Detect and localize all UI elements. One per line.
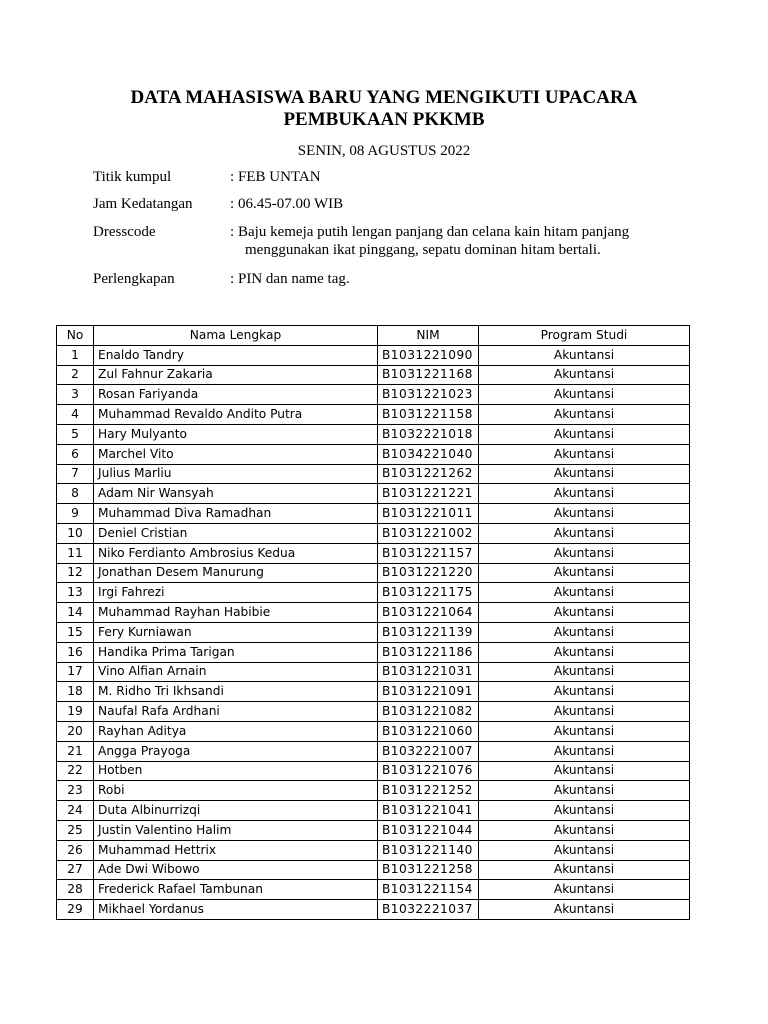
header-nim: NIM <box>378 326 479 346</box>
cell-nim: B1031221002 <box>378 523 479 543</box>
cell-nama-lengkap: Angga Prayoga <box>94 741 378 761</box>
cell-nama-lengkap: Enaldo Tandry <box>94 345 378 365</box>
cell-no: 15 <box>57 622 94 642</box>
table-row <box>57 801 690 821</box>
cell-nama-lengkap: Frederick Rafael Tambunan <box>94 880 378 900</box>
cell-program-studi: Akuntansi <box>479 642 690 662</box>
document-date: SENIN, 08 AGUSTUS 2022 <box>297 143 471 159</box>
cell-program-studi: Akuntansi <box>479 603 690 623</box>
cell-nim: B1031221060 <box>378 721 479 741</box>
cell-nim: B1031221252 <box>378 781 479 801</box>
cell-program-studi: Akuntansi <box>479 365 690 385</box>
cell-program-studi: Akuntansi <box>479 464 690 484</box>
table-header-row <box>57 326 690 346</box>
cell-nama-lengkap: Justin Valentino Halim <box>94 820 378 840</box>
table-row <box>57 682 690 702</box>
cell-no: 29 <box>57 900 94 920</box>
student-table <box>56 325 690 920</box>
cell-program-studi: Akuntansi <box>479 563 690 583</box>
table-row <box>57 880 690 900</box>
info-colon: : <box>230 271 235 287</box>
cell-no: 4 <box>57 405 94 425</box>
cell-nim: B1031221044 <box>378 820 479 840</box>
cell-nama-lengkap: Ade Dwi Wibowo <box>94 860 378 880</box>
cell-program-studi: Akuntansi <box>479 504 690 524</box>
cell-nim: B1032221037 <box>378 900 479 920</box>
cell-nim: B1031221031 <box>378 662 479 682</box>
table-row <box>57 761 690 781</box>
cell-no: 12 <box>57 563 94 583</box>
table-row <box>57 702 690 722</box>
table-row <box>57 543 690 563</box>
info-value: 06.45-07.00 WIB <box>238 196 344 212</box>
table-row <box>57 444 690 464</box>
cell-program-studi: Akuntansi <box>479 662 690 682</box>
cell-program-studi: Akuntansi <box>479 801 690 821</box>
cell-nim: B1031221041 <box>378 801 479 821</box>
cell-nama-lengkap: Naufal Rafa Ardhani <box>94 702 378 722</box>
header-nama-lengkap: Nama Lengkap <box>94 326 378 346</box>
cell-no: 1 <box>57 345 94 365</box>
table-row <box>57 900 690 920</box>
table-row <box>57 504 690 524</box>
cell-nama-lengkap: Muhammad Hettrix <box>94 840 378 860</box>
cell-nim: B1031221175 <box>378 583 479 603</box>
header-program-studi: Program Studi <box>479 326 690 346</box>
cell-program-studi: Akuntansi <box>479 345 690 365</box>
table-row <box>57 385 690 405</box>
table-row <box>57 741 690 761</box>
cell-program-studi: Akuntansi <box>479 721 690 741</box>
cell-nama-lengkap: Robi <box>94 781 378 801</box>
cell-nama-lengkap: Rosan Fariyanda <box>94 385 378 405</box>
cell-program-studi: Akuntansi <box>479 484 690 504</box>
cell-nim: B1032221018 <box>378 424 479 444</box>
cell-nim: B1031221140 <box>378 840 479 860</box>
cell-nama-lengkap: Irgi Fahrezi <box>94 583 378 603</box>
cell-nama-lengkap: Muhammad Revaldo Andito Putra <box>94 405 378 425</box>
cell-nim: B1031221139 <box>378 622 479 642</box>
info-value-line-2: menggunakan ikat pinggang, sepatu dominan hitam bertali. <box>245 242 601 258</box>
cell-no: 25 <box>57 820 94 840</box>
cell-no: 9 <box>57 504 94 524</box>
table-row <box>57 781 690 801</box>
cell-nim: B1031221011 <box>378 504 479 524</box>
cell-program-studi: Akuntansi <box>479 523 690 543</box>
cell-no: 22 <box>57 761 94 781</box>
cell-no: 18 <box>57 682 94 702</box>
cell-nama-lengkap: Muhammad Rayhan Habibie <box>94 603 378 623</box>
table-row <box>57 603 690 623</box>
cell-nim: B1031221221 <box>378 484 479 504</box>
cell-no: 19 <box>57 702 94 722</box>
table-row <box>57 642 690 662</box>
info-value: PIN dan name tag. <box>238 271 350 287</box>
cell-nama-lengkap: M. Ridho Tri Ikhsandi <box>94 682 378 702</box>
cell-program-studi: Akuntansi <box>479 405 690 425</box>
cell-program-studi: Akuntansi <box>479 900 690 920</box>
cell-no: 27 <box>57 860 94 880</box>
table-body <box>57 345 690 919</box>
cell-program-studi: Akuntansi <box>479 741 690 761</box>
cell-nama-lengkap: Fery Kurniawan <box>94 622 378 642</box>
cell-no: 3 <box>57 385 94 405</box>
cell-nama-lengkap: Rayhan Aditya <box>94 721 378 741</box>
cell-nim: B1031221220 <box>378 563 479 583</box>
cell-program-studi: Akuntansi <box>479 543 690 563</box>
cell-nama-lengkap: Mikhael Yordanus <box>94 900 378 920</box>
cell-nama-lengkap: Handika Prima Tarigan <box>94 642 378 662</box>
table-row <box>57 860 690 880</box>
cell-nim: B1032221007 <box>378 741 479 761</box>
table-row <box>57 464 690 484</box>
info-label: Perlengkapan <box>93 271 175 287</box>
cell-no: 6 <box>57 444 94 464</box>
cell-program-studi: Akuntansi <box>479 444 690 464</box>
cell-no: 7 <box>57 464 94 484</box>
cell-nim: B1031221082 <box>378 702 479 722</box>
cell-nim: B1034221040 <box>378 444 479 464</box>
cell-nama-lengkap: Adam Nir Wansyah <box>94 484 378 504</box>
info-colon: : <box>230 224 235 240</box>
info-label: Dresscode <box>93 224 156 240</box>
cell-nama-lengkap: Zul Fahnur Zakaria <box>94 365 378 385</box>
table-row <box>57 424 690 444</box>
cell-nama-lengkap: Hary Mulyanto <box>94 424 378 444</box>
table-row <box>57 523 690 543</box>
info-colon: : <box>230 196 235 212</box>
table-row <box>57 583 690 603</box>
table-row <box>57 484 690 504</box>
cell-nim: B1031221023 <box>378 385 479 405</box>
cell-nim: B1031221262 <box>378 464 479 484</box>
document-title <box>0 87 768 131</box>
cell-program-studi: Akuntansi <box>479 424 690 444</box>
cell-program-studi: Akuntansi <box>479 583 690 603</box>
table-row <box>57 365 690 385</box>
cell-no: 23 <box>57 781 94 801</box>
cell-nama-lengkap: Jonathan Desem Manurung <box>94 563 378 583</box>
cell-program-studi: Akuntansi <box>479 622 690 642</box>
cell-program-studi: Akuntansi <box>479 702 690 722</box>
cell-program-studi: Akuntansi <box>479 840 690 860</box>
cell-no: 16 <box>57 642 94 662</box>
cell-nim: B1031221091 <box>378 682 479 702</box>
cell-nama-lengkap: Muhammad Diva Ramadhan <box>94 504 378 524</box>
cell-no: 24 <box>57 801 94 821</box>
cell-program-studi: Akuntansi <box>479 761 690 781</box>
cell-no: 5 <box>57 424 94 444</box>
table-row <box>57 405 690 425</box>
cell-program-studi: Akuntansi <box>479 385 690 405</box>
table-row <box>57 840 690 860</box>
cell-no: 8 <box>57 484 94 504</box>
cell-nama-lengkap: Marchel Vito <box>94 444 378 464</box>
cell-no: 13 <box>57 583 94 603</box>
cell-no: 28 <box>57 880 94 900</box>
cell-nim: B1031221090 <box>378 345 479 365</box>
cell-nim: B1031221154 <box>378 880 479 900</box>
cell-nim: B1031221258 <box>378 860 479 880</box>
cell-nim: B1031221157 <box>378 543 479 563</box>
cell-program-studi: Akuntansi <box>479 682 690 702</box>
table-row <box>57 563 690 583</box>
cell-no: 10 <box>57 523 94 543</box>
cell-no: 11 <box>57 543 94 563</box>
table-header <box>57 326 690 346</box>
cell-program-studi: Akuntansi <box>479 860 690 880</box>
info-value <box>238 223 698 259</box>
cell-nama-lengkap: Julius Marliu <box>94 464 378 484</box>
info-label: Jam Kedatangan <box>93 196 193 212</box>
cell-nim: B1031221076 <box>378 761 479 781</box>
cell-nama-lengkap: Hotben <box>94 761 378 781</box>
title-line-2: PEMBUKAAN PKKMB <box>283 109 485 130</box>
cell-no: 20 <box>57 721 94 741</box>
info-value: FEB UNTAN <box>238 169 321 185</box>
cell-no: 21 <box>57 741 94 761</box>
cell-nama-lengkap: Deniel Cristian <box>94 523 378 543</box>
table-row <box>57 721 690 741</box>
cell-nama-lengkap: Niko Ferdianto Ambrosius Kedua <box>94 543 378 563</box>
cell-no: 17 <box>57 662 94 682</box>
table-row <box>57 345 690 365</box>
cell-nim: B1031221158 <box>378 405 479 425</box>
cell-program-studi: Akuntansi <box>479 781 690 801</box>
table-row <box>57 622 690 642</box>
table-row <box>57 820 690 840</box>
cell-program-studi: Akuntansi <box>479 820 690 840</box>
cell-nim: B1031221064 <box>378 603 479 623</box>
cell-program-studi: Akuntansi <box>479 880 690 900</box>
header-no: No <box>57 326 94 346</box>
table-row <box>57 662 690 682</box>
info-label: Titik kumpul <box>93 169 172 185</box>
cell-nama-lengkap: Duta Albinurrizqi <box>94 801 378 821</box>
cell-no: 26 <box>57 840 94 860</box>
cell-no: 14 <box>57 603 94 623</box>
cell-nama-lengkap: Vino Alfian Arnain <box>94 662 378 682</box>
cell-nim: B1031221186 <box>378 642 479 662</box>
info-value-line-1: Baju kemeja putih lengan panjang dan celana kain hitam panjang <box>238 224 630 240</box>
cell-no: 2 <box>57 365 94 385</box>
title-line-1: DATA MAHASISWA BARU YANG MENGIKUTI UPACARA <box>130 87 638 108</box>
info-colon: : <box>230 169 235 185</box>
cell-nim: B1031221168 <box>378 365 479 385</box>
